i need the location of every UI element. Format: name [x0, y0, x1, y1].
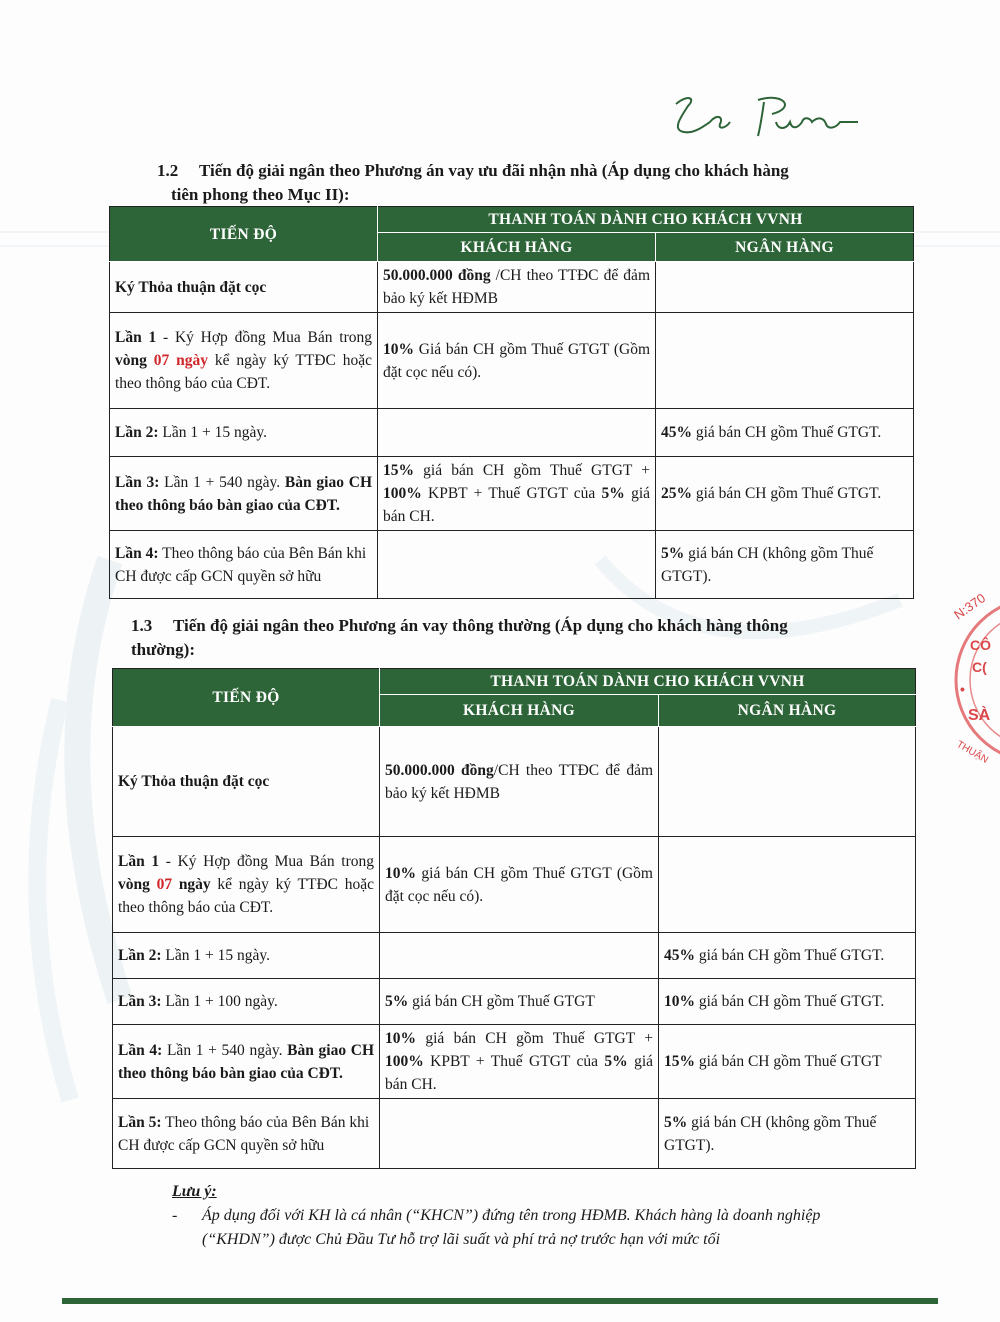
table-row — [110, 457, 914, 531]
note-bullet — [172, 1204, 892, 1252]
bullet-dash: - — [172, 1207, 178, 1224]
stage-cell: Lần 2: Lần 1 + 15 ngày. — [113, 933, 380, 979]
header-bank: NGÂN HÀNG — [659, 695, 916, 727]
table-row — [113, 1099, 916, 1169]
header-customer: KHÁCH HÀNG — [378, 233, 656, 262]
svg-text:C(: C( — [972, 659, 987, 675]
table-row — [110, 313, 914, 409]
table-row — [113, 979, 916, 1025]
customer-cell: 5% giá bán CH gồm Thuế GTGT — [380, 979, 659, 1025]
header-progress: TIẾN ĐỘ — [113, 669, 380, 727]
bank-cell: 5% giá bán CH (không gồm Thuế GTGT). — [659, 1099, 916, 1169]
bank-cell — [659, 727, 916, 837]
note-title: Lưu ý: — [172, 1183, 217, 1200]
table-row — [113, 1025, 916, 1099]
table-row — [110, 531, 914, 599]
header-progress: TIẾN ĐỘ — [110, 207, 378, 262]
stage-cell: Lần 3: Lần 1 + 540 ngày. Bàn giao CH theo thông báo bàn giao của CĐT. — [110, 457, 378, 531]
la-pura-logo — [666, 92, 866, 142]
table-row — [110, 262, 914, 313]
svg-text:SÀ: SÀ — [968, 707, 991, 724]
svg-text:•: • — [960, 681, 965, 697]
bank-cell: 5% giá bán CH (không gồm Thuế GTGT). — [656, 531, 914, 599]
footer-bar — [62, 1298, 938, 1304]
bank-cell — [659, 837, 916, 933]
section-title-line1: Tiến độ giải ngân theo Phương án vay ưu đãi nhận nhà (Áp dụng cho khách hàng — [199, 161, 789, 180]
section-title-line2: tiên phong theo Mục II): — [171, 185, 350, 204]
customer-cell — [378, 531, 656, 599]
section-title-line2: thường): — [131, 640, 196, 659]
table-row — [110, 409, 914, 457]
table-row — [113, 727, 916, 837]
header-bank: NGÂN HÀNG — [656, 233, 914, 262]
stage-cell: Lần 5: Theo thông báo của Bên Bán khi CH được cấp GCN quyền sở hữu — [113, 1099, 380, 1169]
stage-cell: Lần 1 - Ký Hợp đồng Mua Bán trong vòng 07 ngày kể ngày ký TTĐC hoặc theo thông báo của CĐT. — [113, 837, 380, 933]
company-stamp — [948, 590, 1000, 770]
bank-cell: 45% giá bán CH gồm Thuế GTGT. — [659, 933, 916, 979]
section-title-line1: Tiến độ giải ngân theo Phương án vay thông thường (Áp dụng cho khách hàng thông — [173, 616, 788, 635]
customer-cell: 50.000.000 đồng /CH theo TTĐC để đảm bảo ký kết HĐMB — [378, 262, 656, 313]
table-row — [113, 933, 916, 979]
bank-cell — [656, 262, 914, 313]
bank-cell — [656, 313, 914, 409]
disbursement-table-1-2 — [109, 206, 914, 599]
stage-cell: Ký Thỏa thuận đặt cọc — [110, 262, 378, 313]
stage-cell: Lần 3: Lần 1 + 100 ngày. — [113, 979, 380, 1025]
section-1-2-heading — [157, 159, 887, 207]
customer-cell: 10% giá bán CH gồm Thuế GTGT + 100% KPBT + Thuế GTGT của 5% giá bán CH. — [380, 1025, 659, 1099]
table-row — [113, 837, 916, 933]
stage-cell: Lần 4: Lần 1 + 540 ngày. Bàn giao CH theo thông báo bàn giao của CĐT. — [113, 1025, 380, 1099]
svg-text:THUẬN: THUẬN — [954, 739, 990, 766]
note-bullet-text: Áp dụng đối với KH là cá nhân (“KHCN”) đứng tên trong HĐMB. Khách hàng là doanh nghiệp (“KHDN”) được Chủ Đầu Tư hỗ trợ lãi suất và phí trả nợ trước hạn với mức tối — [202, 1207, 821, 1248]
stage-cell: Lần 4: Theo thông báo của Bên Bán khi CH được cấp GCN quyền sở hữu — [110, 531, 378, 599]
disbursement-table-1-3 — [112, 668, 916, 1169]
bank-cell: 15% giá bán CH gồm Thuế GTGT — [659, 1025, 916, 1099]
customer-cell: 10% Giá bán CH gồm Thuế GTGT (Gồm đặt cọc nếu có). — [378, 313, 656, 409]
bank-cell: 25% giá bán CH gồm Thuế GTGT. — [656, 457, 914, 531]
customer-cell — [380, 933, 659, 979]
customer-cell: 50.000.000 đồng/CH theo TTĐC để đảm bảo ký kết HĐMB — [380, 727, 659, 837]
header-payment-group: THANH TOÁN DÀNH CHO KHÁCH VVNH — [378, 207, 914, 233]
bank-cell: 10% giá bán CH gồm Thuế GTGT. — [659, 979, 916, 1025]
section-number: 1.2 — [157, 161, 179, 180]
svg-text:N:370: N:370 — [951, 590, 989, 623]
customer-cell — [378, 409, 656, 457]
section-1-3-heading — [131, 614, 891, 662]
stage-cell: Ký Thỏa thuận đặt cọc — [113, 727, 380, 837]
header-customer: KHÁCH HÀNG — [380, 695, 659, 727]
customer-cell: 15% giá bán CH gồm Thuế GTGT + 100% KPBT + Thuế GTGT của 5% giá bán CH. — [378, 457, 656, 531]
customer-cell: 10% giá bán CH gồm Thuế GTGT (Gồm đặt cọc nếu có). — [380, 837, 659, 933]
bank-cell: 45% giá bán CH gồm Thuế GTGT. — [656, 409, 914, 457]
section-number: 1.3 — [131, 616, 153, 635]
stage-cell: Lần 1 - Ký Hợp đồng Mua Bán trong vòng 07 ngày kể ngày ký TTĐC hoặc theo thông báo của CĐT. — [110, 313, 378, 409]
header-payment-group: THANH TOÁN DÀNH CHO KHÁCH VVNH — [380, 669, 916, 695]
stage-cell: Lần 2: Lần 1 + 15 ngày. — [110, 409, 378, 457]
customer-cell — [380, 1099, 659, 1169]
svg-text:CÔ: CÔ — [970, 637, 991, 653]
